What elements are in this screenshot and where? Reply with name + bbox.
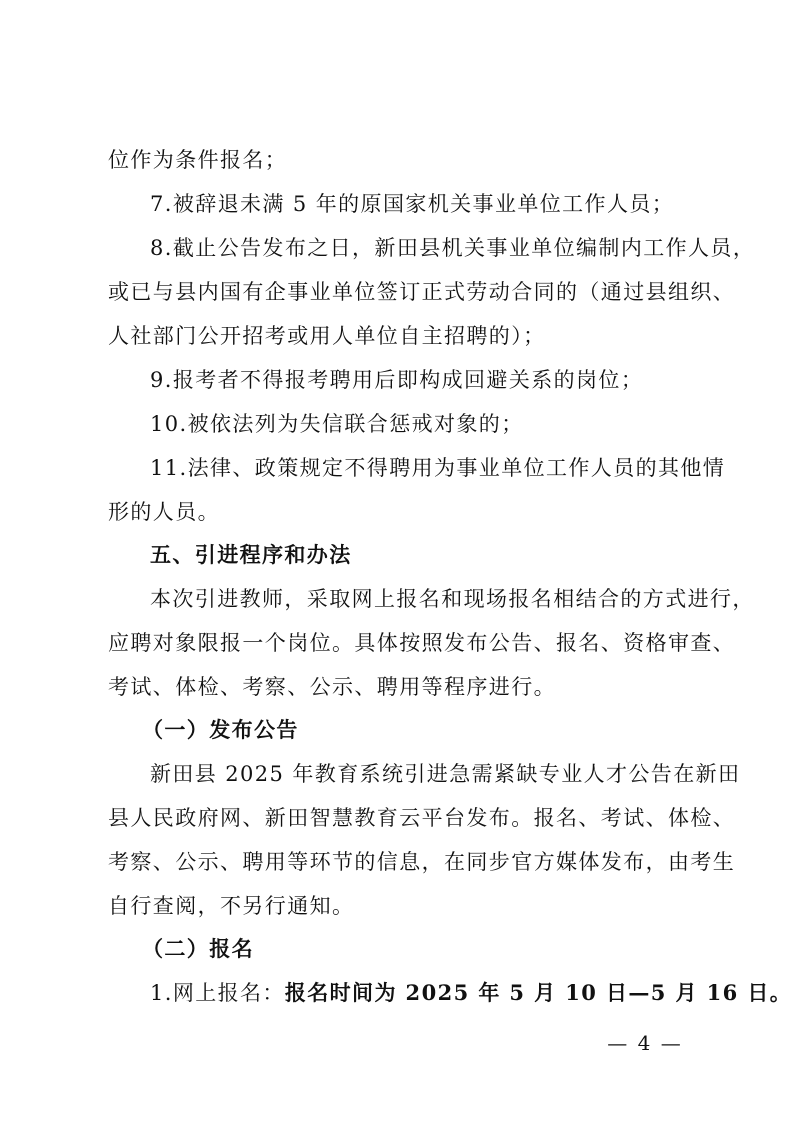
text-line: 9.报考者不得报考聘用后即构成回避关系的岗位；: [150, 368, 644, 392]
section-heading: 五、引进程序和办法: [150, 543, 352, 567]
text-line: 8.截止公告发布之日，新田县机关事业单位编制内工作人员，: [150, 236, 756, 260]
text-line: 11.法律、政策规定不得聘用为事业单位工作人员的其他情: [150, 456, 726, 480]
page-number: — 4 —: [607, 1031, 683, 1055]
text-line: 县人民政府网、新田智慧教育云平台发布。报名、考试、体检、: [108, 806, 736, 830]
text-line: 考察、公示、聘用等环节的信息，在同步官方媒体发布，由考生: [108, 850, 736, 874]
subsection-heading: （二）报名: [142, 937, 254, 961]
text-line: 位作为条件报名；: [108, 148, 288, 172]
subsection-heading: （一）发布公告: [142, 718, 299, 742]
text-line: 形的人员。: [108, 500, 220, 524]
text-line: 7.被辞退未满 5 年的原国家机关事业单位工作人员；: [150, 192, 675, 216]
text-line: 10.被依法列为失信联合惩戒对象的；: [150, 412, 524, 436]
text-line: 或已与县内国有企事业单位签订正式劳动合同的（通过县组织、: [108, 280, 736, 304]
text-line: 应聘对象限报一个岗位。具体按照发布公告、报名、资格审查、: [108, 631, 736, 655]
registration-period: 报名时间为 2025 年 5 月 10 日—5 月 16 日。: [284, 980, 793, 1005]
text-line: 本次引进教师，采取网上报名和现场报名相结合的方式进行，: [150, 587, 755, 611]
text-line: 自行查阅，不另行通知。: [108, 894, 355, 918]
text-line-registration: [150, 979, 793, 1007]
text-line: 新田县 2025 年教育系统引进急需紧缺专业人才公告在新田: [150, 762, 741, 786]
text-line: 人社部门公开招考或用人单位自主招聘的）；: [108, 324, 546, 348]
registration-label: 1.网上报名：: [150, 981, 285, 1005]
text-line: 考试、体检、考察、公示、聘用等程序进行。: [108, 675, 556, 699]
